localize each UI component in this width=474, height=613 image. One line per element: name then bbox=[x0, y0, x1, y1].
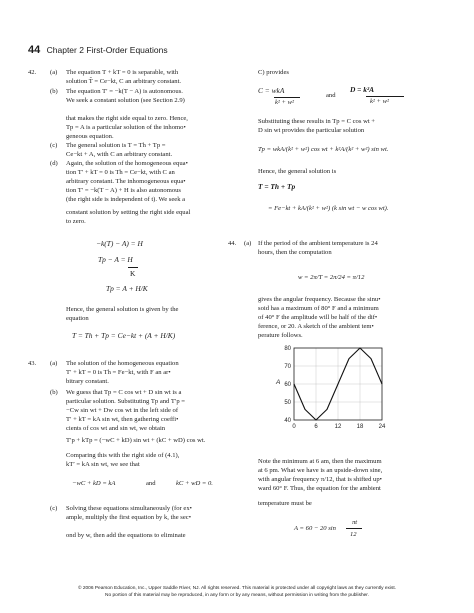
text-line: ample, multiply the first equation by k, the sec• bbox=[66, 514, 191, 521]
text-line: kT′ = kA sin wt, we see that bbox=[66, 461, 140, 468]
text-line: cients of cos wt and sin wt, we obtain bbox=[66, 425, 166, 432]
text-line: gives the angular frequency. Because the sinu• bbox=[258, 296, 381, 303]
chapter-title: First-Order Equations bbox=[86, 45, 168, 55]
text-line: and bbox=[326, 92, 336, 99]
text-line: soid has a maximum of 80° F and a minimum bbox=[258, 305, 379, 312]
text-line: −Cw sin wt + Dw cos wt in the left side of bbox=[66, 407, 179, 414]
x-tick-label: 18 bbox=[356, 424, 364, 430]
chapter-label: Chapter 2 bbox=[46, 45, 84, 55]
text-line: Tp = A is a particular solution of the inhomo• bbox=[66, 124, 186, 131]
part-label: (c) bbox=[50, 142, 58, 149]
y-axis-label: A bbox=[276, 379, 281, 386]
y-tick-label: 70 bbox=[284, 364, 291, 370]
equation: K bbox=[130, 269, 136, 278]
text-line: equation bbox=[66, 315, 89, 322]
text-line: Hence, the general solution is given by the bbox=[66, 306, 179, 313]
text-line: tion T′ + kT = 0 is Th = Ce−kt, with C an bbox=[66, 169, 175, 176]
page-header bbox=[28, 44, 168, 56]
text-line: Comparing this with the right side of (4.1), bbox=[66, 452, 180, 459]
equation: k² + w² bbox=[275, 99, 295, 106]
equation: kC + wD = 0. bbox=[176, 480, 213, 487]
text-line: solution T̃ = Ce−kt, C an arbitrary constant. bbox=[66, 78, 182, 85]
text-line: Hence, the general solution is bbox=[258, 168, 337, 175]
text-line: to zero. bbox=[66, 218, 86, 225]
text-line: geneous equation. bbox=[66, 133, 114, 140]
text-line: If the period of the ambient temperature is 24 bbox=[258, 240, 378, 247]
equation: T = Th + Tp = Ce−kt + (A + H/K) bbox=[72, 331, 176, 340]
fraction-bar bbox=[366, 96, 404, 97]
text-line: Note the minimum at 6 am, then the maximum bbox=[258, 458, 382, 465]
text-line: bitrary constant. bbox=[66, 378, 109, 385]
equation: T = Th + Tp bbox=[258, 182, 296, 191]
text-line: (the right side is independent of t). We seek a bbox=[66, 196, 186, 203]
text-line: Substituting these results in Tp = C cos wt + bbox=[258, 118, 376, 125]
copyright-line: No portion of this material may be reproduced, in any form or by any means, without permission in writing from the publisher. bbox=[105, 593, 369, 598]
part-label: (b) bbox=[50, 88, 58, 95]
text-line: Ce−kt + A, with C an arbitrary constant. bbox=[66, 151, 173, 158]
equation: D = k²A bbox=[350, 85, 375, 94]
part-label: (a) bbox=[244, 240, 252, 247]
text-line: We seek a constant solution (see Section 2.9) bbox=[66, 97, 185, 104]
y-tick-label: 80 bbox=[284, 346, 291, 352]
text-line: The general solution is T = Th + Tp = bbox=[66, 142, 166, 149]
equation: 12 bbox=[350, 531, 357, 538]
text-line: C) provides bbox=[258, 69, 289, 76]
equation: w = 2π/T = 2π/24 = π/12 bbox=[298, 274, 365, 281]
text-line: constant solution by setting the right side equal bbox=[66, 209, 191, 216]
x-tick-label: 0 bbox=[292, 424, 296, 430]
y-tick-label: 50 bbox=[284, 400, 291, 406]
text-line: The equation T + kT = 0 is separable, with bbox=[66, 69, 179, 76]
text-line: The solution of the homogeneous equation bbox=[66, 360, 179, 367]
text-line: hours, then the computation bbox=[258, 249, 332, 256]
text-line: Again, the solution of the homogeneous equa• bbox=[66, 160, 188, 167]
y-tick-label: 60 bbox=[284, 382, 291, 388]
text-line: with angular frequency π/12, that is shifted up• bbox=[258, 476, 382, 483]
part-label: (c) bbox=[50, 505, 58, 512]
equation: −wC + kD = kA bbox=[72, 480, 116, 487]
part-label: (b) bbox=[50, 389, 58, 396]
x-tick-label: 24 bbox=[378, 424, 386, 430]
equation: A = 60 − 20 sin bbox=[294, 525, 336, 532]
text-line: tion T′ = −k(T − A) + H is also autonomous bbox=[66, 187, 181, 194]
text-line: ference, or 20. A sketch of the ambient tem• bbox=[258, 323, 374, 330]
text-line: particular solution. Substituting Tp and T′p = bbox=[66, 398, 186, 405]
problem-number: 43. bbox=[28, 360, 37, 367]
text-line: perature follows. bbox=[258, 332, 303, 339]
fraction-bar bbox=[128, 267, 138, 268]
text-line: The equation T′ = −k(T − A) is autonomous. bbox=[66, 88, 183, 95]
equation: −k(T) − A) = H bbox=[96, 239, 143, 248]
x-tick-label: 12 bbox=[334, 424, 342, 430]
ambient-temperature-chart bbox=[272, 342, 396, 436]
equation: = Fe−kt + kA/(k² + w²) (k sin wt − w cos wt). bbox=[268, 205, 389, 212]
y-tick-label: 40 bbox=[284, 418, 291, 424]
text-line: ond by w, then add the equations to eliminate bbox=[66, 532, 186, 539]
equation: k² + w² bbox=[370, 98, 390, 105]
problem-number: 44. bbox=[228, 240, 237, 247]
text-line: temperature must be bbox=[258, 500, 312, 507]
text-line: and bbox=[146, 480, 156, 487]
equation: T′p + kTp = (−wC + kD) sin wt + (kC + wD) cos wt. bbox=[66, 437, 206, 444]
text-line: T′ + kT = 0 is Th = Fe−kt, with F an ar• bbox=[66, 369, 171, 376]
copyright-line: © 2006 Pearson Education, Inc., Upper Saddle River, NJ. All rights reserved. This material is protected under all copyright laws as they currently exist. bbox=[77, 586, 397, 591]
part-label: (a) bbox=[50, 360, 58, 367]
text-line: We guess that Tp = C cos wt + D sin wt is a bbox=[66, 389, 182, 396]
problem-number: 42. bbox=[28, 69, 37, 76]
equation: Tp = wkA/(k² + w²) cos wt + k²A/(k² + w²) sin wt. bbox=[258, 146, 389, 153]
page-number: 44 bbox=[28, 44, 41, 56]
text-line: arbitrary constant. The inhomogeneous equa• bbox=[66, 178, 186, 185]
text-line: that makes the right side equal to zero. Hence, bbox=[66, 115, 188, 122]
text-line: Solving these equations simultaneously (for ex• bbox=[66, 505, 192, 512]
equation: Tp = A + H/K bbox=[106, 284, 148, 293]
text-line: of 40° F the amplitude will be half of the dif• bbox=[258, 314, 378, 321]
equation: C = wkA bbox=[258, 86, 285, 95]
fraction-bar bbox=[346, 528, 362, 529]
text-line: D sin wt provides the particular solution bbox=[258, 127, 365, 134]
equation: πt bbox=[352, 519, 358, 526]
fraction-bar bbox=[274, 97, 300, 98]
equation: Tp − A = H bbox=[98, 255, 133, 264]
part-label: (d) bbox=[50, 160, 58, 167]
text-line: T′ + kT = kA sin wt, then gathering coeffi• bbox=[66, 416, 179, 423]
x-tick-label: 6 bbox=[314, 424, 318, 430]
part-label: (a) bbox=[50, 69, 58, 76]
text-line: at 6 pm. What we have is an upside-down sine, bbox=[258, 467, 383, 474]
text-line: ward 60° F. Thus, the equation for the ambient bbox=[258, 485, 381, 492]
